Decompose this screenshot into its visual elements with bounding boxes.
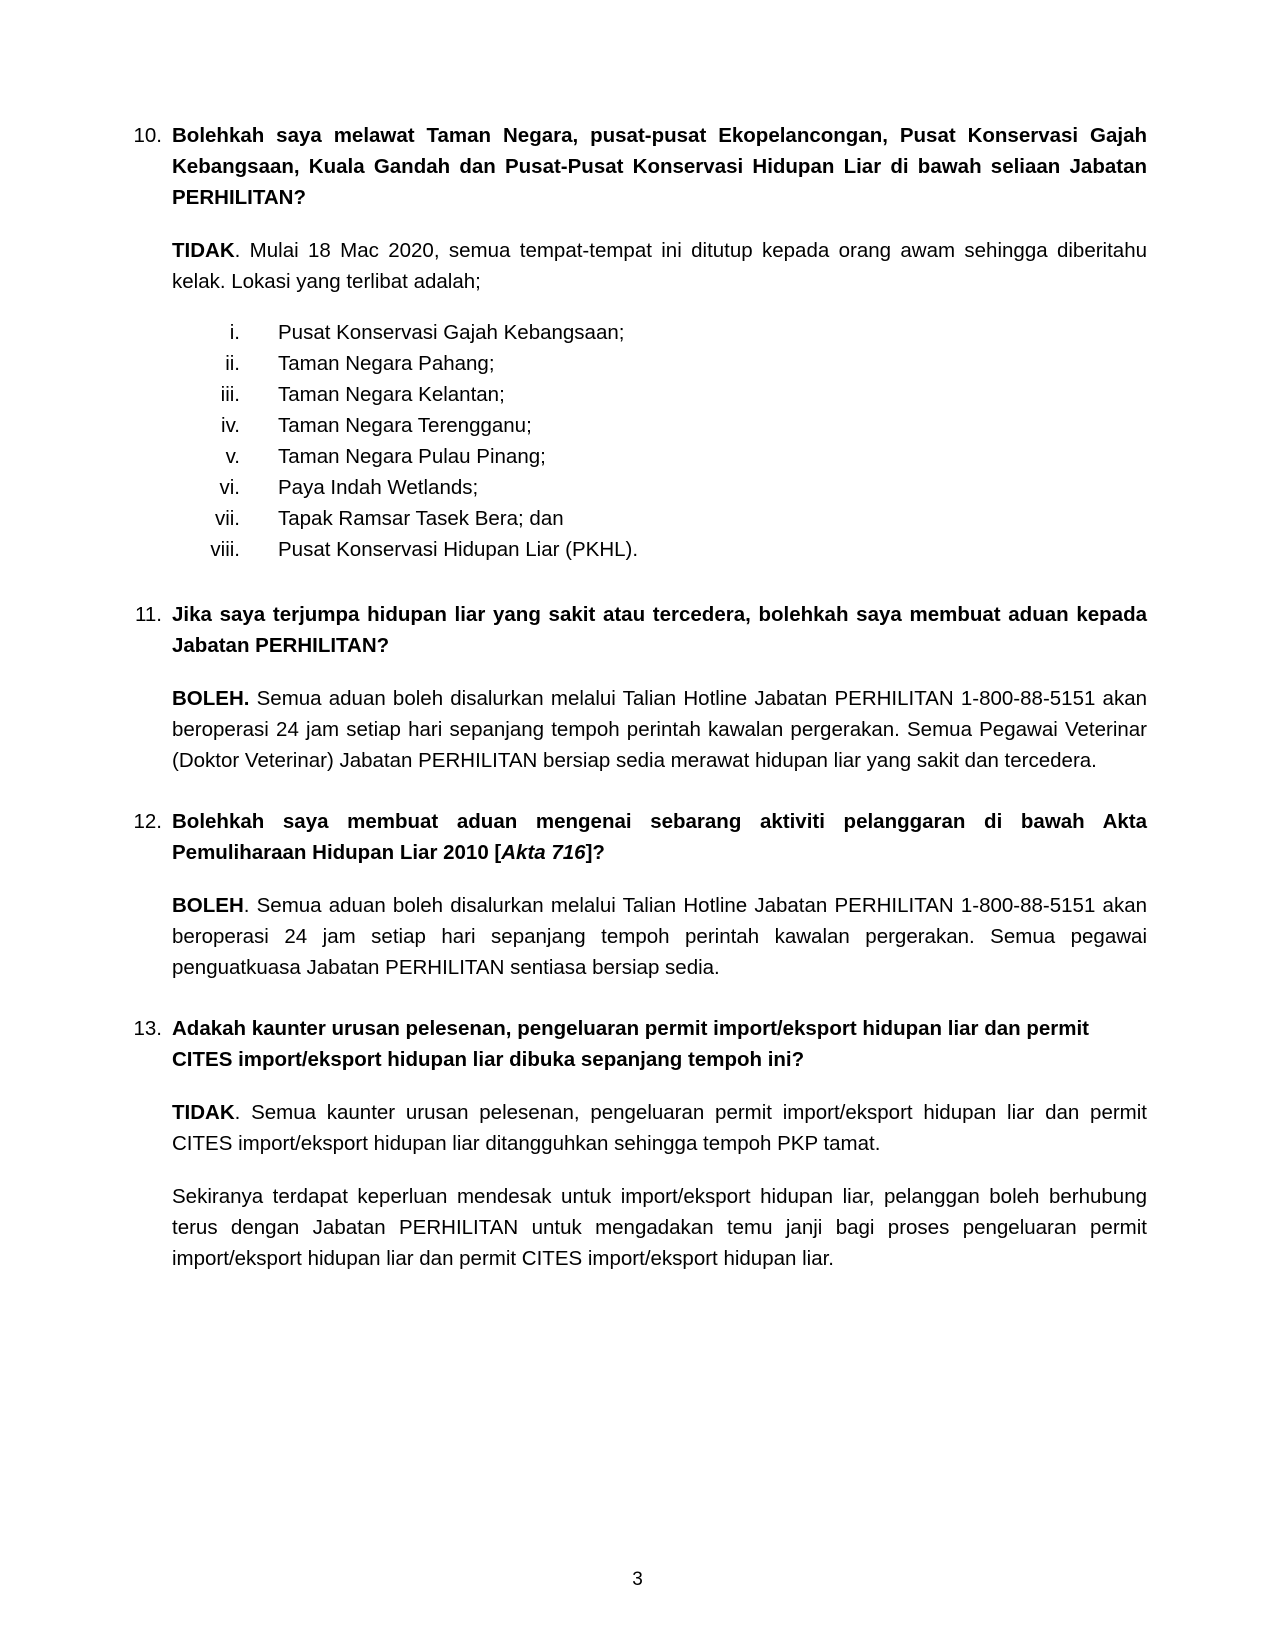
faq-item-10 [128,120,1147,565]
list-item-label: Taman Negara Kelantan; [278,383,505,406]
list-marker: iv. [221,414,240,437]
list-item [128,379,1147,410]
answer-rest: . Mulai 18 Mac 2020, semua tempat-tempat ini ditutup kepada orang awam sehingga diberitahu kelak. Lokasi yang terlibat adalah; [172,239,1147,293]
list-item-label: Tapak Ramsar Tasek Bera; dan [278,507,564,530]
section-spacer [128,776,1147,806]
list-item [128,317,1147,348]
list-marker: i. [229,321,240,344]
list-item-label: Pusat Konservasi Gajah Kebangsaan; [278,321,625,344]
list-item-label: Taman Negara Pahang; [278,352,495,375]
answer-secondary-paragraph: Sekiranya terdapat keperluan mendesak untuk import/eksport hidupan liar, pelanggan boleh berhubung terus dengan Jabatan PERHILITAN untuk mengadakan temu janji bagi proses pengeluaran permit import/eksport hidupan liar dan permit CITES import/eksport hidupan liar. [172,1185,1147,1270]
list-item [128,410,1147,441]
answer-lead: TIDAK [172,1101,235,1124]
answer-lead: BOLEH. [172,687,250,710]
list-marker: vi. [219,476,240,499]
list-item-label: Taman Negara Pulau Pinang; [278,445,546,468]
question-text-part1: Bolehkah saya membuat aduan mengenai sebarang aktiviti pelanggaran di bawah Akta Pemuliharaan Hidupan Liar 2010 [ [172,810,1147,864]
list-item [128,534,1147,565]
list-marker: viii. [210,538,240,561]
question-number: 13. [133,1017,162,1040]
location-list [128,317,1147,565]
list-marker: vii. [214,507,240,530]
question-number: 12. [133,810,162,833]
question-text-part2: ]? [585,841,605,864]
answer-rest: Semua aduan boleh disalurkan melalui Talian Hotline Jabatan PERHILITAN 1-800-88-5151 akan beroperasi 24 jam setiap hari sepanjang tempoh perintah kawalan pergerakan. Semua Pegawai Veterinar (Doktor Veterinar) Jabatan PERHILITAN bersiap sedia merawat hidupan liar yang sakit dan tercedera. [172,687,1147,772]
list-item-label: Pusat Konservasi Hidupan Liar (PKHL). [278,538,639,561]
page-number: 3 [632,1569,643,1590]
question-row [128,806,1147,868]
answer-text [172,235,1147,297]
list-item [128,472,1147,503]
answer-rest: . Semua aduan boleh disalurkan melalui Talian Hotline Jabatan PERHILITAN 1-800-88-5151 akan beroperasi 24 jam setiap hari sepanjang tempoh perintah kawalan pergerakan. Semua pegawai penguatkuasa Jabatan PERHILITAN sentiasa bersiap sedia. [172,894,1147,979]
question-text: Bolehkah saya melawat Taman Negara, pusat-pusat Ekopelancongan, Pusat Konservasi Gajah Kebangsaan, Kuala Gandah dan Pusat-Pusat Konservasi Hidupan Liar di bawah seliaan Jabatan PERHILITAN? [172,124,1147,209]
answer-lead: TIDAK [172,239,235,262]
list-marker: iii. [220,383,240,406]
question-text: Jika saya terjumpa hidupan liar yang sakit atau tercedera, bolehkah saya membuat aduan kepada Jabatan PERHILITAN? [172,603,1147,657]
list-marker: ii. [225,352,240,375]
list-item [128,348,1147,379]
list-marker: v. [225,445,240,468]
section-spacer [128,565,1147,599]
list-item [128,503,1147,534]
answer-rest: . Semua kaunter urusan pelesenan, pengeluaran permit import/eksport hidupan liar dan permit CITES import/eksport hidupan liar ditangguhkan sehingga tempoh PKP tamat. [172,1101,1147,1155]
question-text: Adakah kaunter urusan pelesenan, pengeluaran permit import/eksport hidupan liar dan permit CITES import/eksport hidupan liar dibuka sepanjang tempoh ini? [172,1017,1090,1071]
question-text [172,806,1147,868]
answer-text [172,890,1147,983]
answer-lead: BOLEH [172,894,244,917]
answer-text [172,1097,1147,1159]
question-row [128,120,1147,213]
answer-text [172,683,1147,776]
section-spacer [128,983,1147,1013]
list-item [128,441,1147,472]
faq-item-13 [128,1013,1147,1274]
question-row [128,599,1147,661]
question-number: 11. [135,603,162,626]
question-row [128,1013,1147,1075]
list-item-label: Paya Indah Wetlands; [278,476,479,499]
faq-item-11 [128,599,1147,776]
faq-item-12 [128,806,1147,983]
list-item-label: Taman Negara Terengganu; [278,414,532,437]
question-act-reference: Akta 716 [501,841,586,864]
question-number: 10. [133,124,162,147]
